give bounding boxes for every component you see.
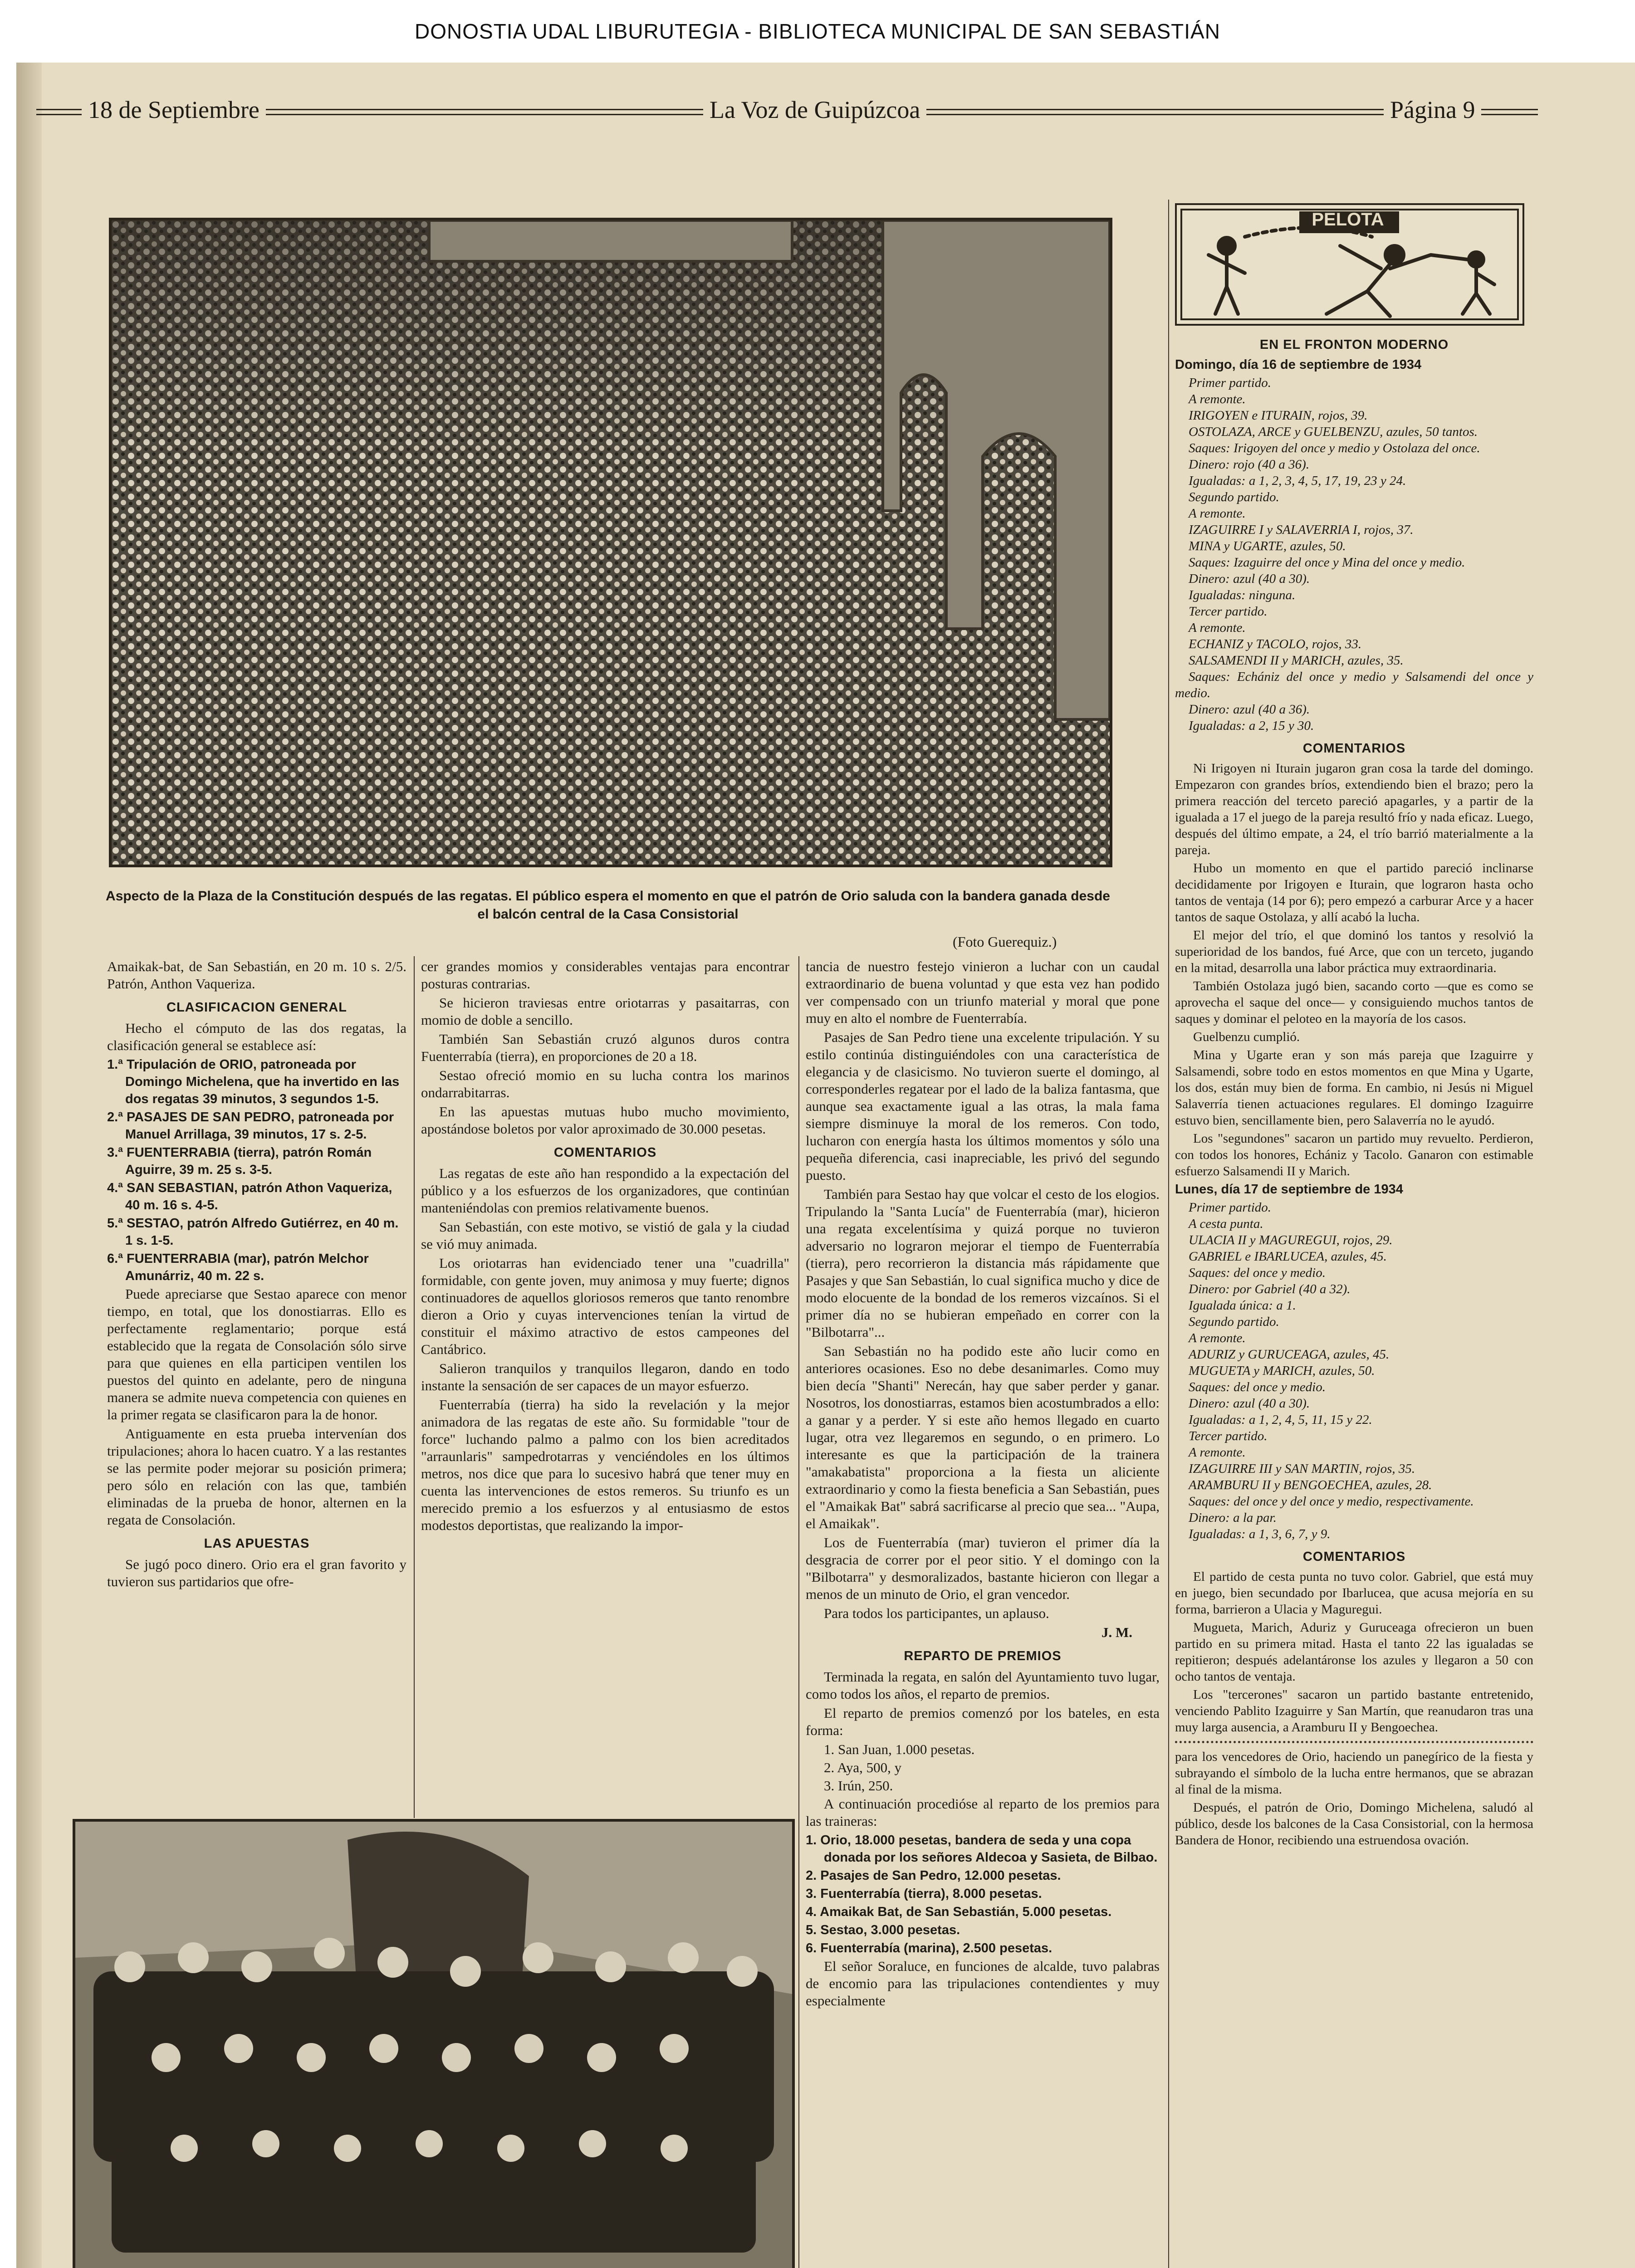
monday-line: Dinero: por Gabriel (40 a 32). xyxy=(1189,1282,1351,1296)
col3-paragraph: También para Sestao hay que volcar el cesto de los elogios. Tripulando la "Santa Lucía" de Fuenterrabía (mar), hicieron una regata excelentísima y quizá porque no tuvieron adversario no lograron mejorar el tiempo de Fuenterrabía (tierra), pero recorrieron la distancia más rápidamente que Pasajes y que San Sebastián, lo cual significa mucho y dice de modo elocuente de la bondad de los remeros vizcaínos. Si el primer día no se hubieran empeñado en correr con la "Bilbotarra"... xyxy=(806,1186,1160,1340)
trainera-prize: 1. Orio, 18.000 pesetas, bandera de seda y una copa donada por los señores Aldecoa y Sasieta, de Bilbao. xyxy=(806,1833,1158,1865)
monday-line: Saques: del once y del once y medio, respectivamente. xyxy=(1189,1494,1474,1509)
sunday-line: Igualadas: a 1, 2, 3, 4, 5, 17, 19, 23 y 24. xyxy=(1189,474,1406,488)
column-rule xyxy=(798,956,799,2268)
col2-heading: COMENTARIOS xyxy=(553,1145,657,1160)
rowers-photo xyxy=(73,1819,795,2268)
col4-date: Lunes, día 17 de septiembre de 1934 xyxy=(1175,1182,1403,1197)
column-4 xyxy=(1175,337,1533,2268)
top-photo-credit: (Foto Guerequiz.) xyxy=(953,934,1057,950)
col4-continuation: para los vencedores de Orio, haciendo un panegírico de la fiesta y subrayando el símbolo de la lucha entre hermanos, que se abrazan al final de la misma. xyxy=(1175,1750,1533,1797)
col4-paragraph: Los "terceronеs" sacaron un partido bastante entretenido, venciendo Pablito Izaguirre y San Martín, que reanudaron tras una muy larga ausencia, a Aramburu II y Bengoechea. xyxy=(1175,1687,1533,1735)
monday-line: Dinero: azul (40 a 30). xyxy=(1189,1396,1310,1411)
col4-paragraph: Mugueta, Marich, Aduriz y Guruceaga ofrecieron un buen partido en su primera mitad. Hasta el tanto 22 las igualadas se repitieron; después adelantáronse los azules y llegaron a 50 con ocho tantos de ventaja. xyxy=(1175,1620,1533,1684)
col3-paragraph: Para todos los participantes, un aplauso. xyxy=(824,1605,1049,1621)
column-rule xyxy=(414,956,415,1818)
sunday-line: Dinero: azul (40 a 36). xyxy=(1189,702,1310,717)
monday-line: Tercer partido. xyxy=(1189,1429,1268,1443)
sunday-line: MINA y UGARTE, azules, 50. xyxy=(1189,539,1346,553)
col3-heading: REPARTO DE PREMIOS xyxy=(904,1649,1062,1663)
col2-paragraph: En las apuestas mutuas hubo mucho movimiento, apostándose boletos por valor aproximado de 30.000 pesetas. xyxy=(421,1104,789,1137)
col3-paragraph: A continuación procedióse al reparto de los premios para las traineras: xyxy=(806,1796,1160,1829)
masthead-date: 18 de Septiembre xyxy=(82,96,266,123)
monday-line: A remonte. xyxy=(1189,1331,1246,1345)
archive-header: DONOSTIA UDAL LIBURUTEGIA - BIBLIOTECA MUNICIPAL DE SAN SEBASTIÁN xyxy=(0,0,1635,63)
masthead-title: La Voz de Guipúzcoa xyxy=(703,96,926,123)
batel-prize: 3. Irún, 250. xyxy=(824,1778,893,1794)
sunday-line: OSTOLAZA, ARCE y GUELBENZU, azules, 50 tantos. xyxy=(1189,425,1478,439)
col3-paragraph: El reparto de premios comenzó por los bateles, en esta forma: xyxy=(806,1705,1160,1738)
col1-lead: Hecho el cómputo de las dos regatas, la clasificación general se establece así: xyxy=(107,1020,406,1053)
col3-paragraph: San Sebastián no ha podido este año lucir como en anteriores ocasiones. Eso no debe desanimarles. Como muy bien decía "Shanti" Nerecán, hay que saber perder y ganar. Nosotros, los donostiarras, estamos bien acostumbrados a ello: a ganar y a perder. Y si este año hemos llegado en cuarto lugar, otra vez llegaremos en segundo, o en primero. Lo interesante es que la participación de la trainera "amakabatista" proporciona a la fiesta un aliciente extraordinario y como la fiesta beneficia a San Sebastián, pues el "Amaikak Bat" sabrá sacrificarse al precio que sea... "Aupa, el Amaikak". xyxy=(806,1343,1160,1531)
sunday-line: ECHANIZ y TACOLO, rojos, 33. xyxy=(1189,637,1362,651)
col3-paragraph: Pasajes de San Pedro tiene una excelente tripulación. Y su estilo continúa distinguiéndoles con una característica de elegancia y de clasicismo. No tuvieron suerte el domingo, al corresponderles regatear por el lado de la baliza fantasma, que aunque sea exactamente igual a las otras, la mala fama siempre disminuye la moral de los remeros. Con todo, lucharon con energía hasta los últimos momentos y sólo una pequeña diferencia, casi inapreciable, les privó del segundo puesto. xyxy=(806,1029,1160,1183)
col4-paragraph: También Ostolaza jugó bien, sacando corto —que es como se aprovecha el saque del once— y consiguiendo muchos tantos de saques y dominar el peloteo en la mayoría de los casos. xyxy=(1175,979,1533,1026)
top-photo-caption: Aspecto de la Plaza de la Constitución después de las regatas. El público espera el momento en que el patrón de Orio saluda con la bandera ganada desde el balcón central de la Casa Consistorial xyxy=(106,889,1110,922)
batel-prize: 2. Aya, 500, y xyxy=(824,1760,902,1775)
sunday-line: IZAGUIRRE I y SALAVERRIA I, rojos, 37. xyxy=(1189,523,1414,537)
col4-paragraph: Ni Irigoyen ni Iturain jugaron gran cosa la tarde del domingo. Empezaron con grandes bríos, extendiendo bien el brazo; pero la primera reacción del terceto pareció apagarles, y a partir de la igualada a 17 el juego de la pareja resultó frío y nada eficaz. Luego, después del último empate, a 24, el trío barrió materialmente a la pareja. xyxy=(1175,761,1533,857)
masthead xyxy=(36,96,1538,123)
col1-intro: Amaikak-bat, de San Sebastián, en 20 m. 10 s. 2/5. Patrón, Anthon Vaqueriza. xyxy=(107,958,406,992)
monday-line: Dinero: a la par. xyxy=(1189,1510,1277,1525)
monday-line: GABRIEL e IBARLUCEA, azules, 45. xyxy=(1189,1249,1387,1264)
col4-paragraph: Mina y Ugarte eran y son más pareja que Izaguirre y Salsamendi, sobre todo en estos momentos en que Mina y Ugarte, los dos, están muy bien de forma. En cambio, ni Jesús ni Miguel Salaverría tienen actuaciones regulares. El domingo Izaguirre estuvo bien, sencillamente bien, pero Salaverría no le ayudó. xyxy=(1175,1048,1533,1128)
monday-line: Igualada única: a 1. xyxy=(1189,1298,1296,1313)
col2-paragraph: También San Sebastián cruzó algunos duros contra Fuenterrabía (tierra), en proporciones de 20 a 18. xyxy=(421,1031,789,1064)
section-divider xyxy=(1175,1741,1533,1743)
sunday-line: Dinero: azul (40 a 30). xyxy=(1189,572,1310,586)
binding-gutter xyxy=(16,63,42,2268)
batel-prize: 1. San Juan, 1.000 pesetas. xyxy=(824,1741,975,1757)
crowd-photo-image xyxy=(112,220,1110,865)
col3-paragraph: Terminada la regata, en salón del Ayuntamiento tuvo lugar, como todos los años, el reparto de premios. xyxy=(806,1669,1160,1702)
col3-paragraph: El señor Soraluce, en funciones de alcalde, tuvo palabras de encomio para las tripulaciones contendientes y muy especialmente xyxy=(806,1958,1160,2009)
col4-heading: EN EL FRONTON MODERNO xyxy=(1259,337,1449,352)
plaza-crowd-photo xyxy=(109,218,1112,867)
sunday-line: Dinero: rojo (40 a 36). xyxy=(1189,457,1310,472)
col4-comments-heading: COMENTARIOS xyxy=(1302,741,1406,756)
classification-item: 5.ª SESTAO, patrón Alfredo Gutiérrez, en 40 m. 1 s. 1-5. xyxy=(107,1216,399,1248)
monday-line: IZAGUIRRE III y SAN MARTIN, rojos, 35. xyxy=(1189,1461,1415,1476)
col4-paragraph: Hubo un momento en que el partido pareció inclinarse decididamente por Irigoyen e Iturain, que lograron hasta ocho tantos de ventaja (14 por 6); pero empezó a carburar Arce y a hacer tantos de saque Ostolaza, y allí acabó la lucha. xyxy=(1175,861,1533,924)
sunday-line: SALSAMENDI II y MARICH, azules, 35. xyxy=(1189,653,1404,668)
classification-item: 4.ª SAN SEBASTIAN, patrón Athon Vaqueriza, 40 m. 16 s. 4-5. xyxy=(107,1181,392,1212)
sunday-line: A remonte. xyxy=(1189,621,1246,635)
monday-line: ULACIA II y MAGUREGUI, rojos, 29. xyxy=(1189,1233,1393,1247)
sunday-line: Segundo partido. xyxy=(1189,490,1279,504)
col4-comments-heading: COMENTARIOS xyxy=(1302,1549,1406,1564)
monday-line: Igualadas: a 1, 3, 6, 7, y 9. xyxy=(1189,1527,1331,1541)
col2-paragraph: Salieron tranquilos y tranquilos llegaron, dando en todo instante la sensación de ser capaces de un mayor esfuerzo. xyxy=(421,1360,789,1393)
col2-paragraph: Fuenterrabía (tierra) ha sido la revelación y la mejor animadora de las regatas de este año. Su formidable "tour de force" luchando palmo a palmo con los bien acreditados "arraunlaris" sampedrotarras y venciéndoles en los últimos metros, nos dice que para lo sucesivo habrá que tener muy en cuenta las intervenciones de estos remeros. Su triunfo es un merecido premio a los esfuerzos y al entusiasmo de estos modestos deportistas, que realizando la impor- xyxy=(421,1397,789,1533)
classification-item: 2.ª PASAJES DE SAN PEDRO, patroneada por Manuel Arrillaga, 39 minutos, 17 s. 2-5. xyxy=(107,1110,394,1142)
column-rule xyxy=(1168,200,1169,2268)
rowers-photo-image xyxy=(75,1822,792,2268)
col4-date: Domingo, día 16 de septiembre de 1934 xyxy=(1175,357,1422,372)
column-1 xyxy=(107,958,406,1820)
sunday-line: Saques: Izaguirre del once y Mina del once y medio. xyxy=(1189,555,1465,570)
col2-paragraph: San Sebastián, con este motivo, se vistió de gala y la ciudad se vió muy animada. xyxy=(421,1219,789,1252)
col4-paragraph: Guelbenzu cumplió. xyxy=(1193,1030,1300,1044)
classification-item: 1.ª Tripulación de ORIO, patroneada por Domingo Michelena, que ha invertido en las dos regatas 39 minutos, 3 segundos 1-5. xyxy=(107,1057,400,1106)
masthead-page: Página 9 xyxy=(1384,96,1481,123)
sunday-line: Saques: Echániz del once y medio y Salsamendi del once y medio. xyxy=(1175,670,1533,700)
col1-heading: CLASIFICACION GENERAL xyxy=(166,1000,347,1015)
col1-paragraph: Puede apreciarse que Sestao aparece con menor tiempo, en total, que los donostiarras. Ello es perfectamente reglamentario; porque está establecido que la regata de Consolación sólo sirve para que quienes en ella participen ventilen los puestos del quinto en adelante, pero de ninguna manera se admite nueva competencia con quienes en la primer regata se clasificaron para la de honor. xyxy=(107,1286,406,1422)
trainera-prize: 6. Fuenterrabía (marina), 2.500 pesetas. xyxy=(806,1941,1052,1955)
trainera-prize: 3. Fuenterrabía (tierra), 8.000 pesetas. xyxy=(806,1887,1042,1901)
monday-line: Segundo partido. xyxy=(1189,1315,1279,1329)
col2-paragraph: Los oriotarras han evidenciado tener una "cuadrilla" formidable, con gente joven, muy animosa y muy fuerte; dignos continuadores de aquellos gloriosos remeros que tanto renombre dieron a Orio y cuyas intervenciones tenían la virtud de constituir el máximo atractivo de estos campeones del Cantábrico. xyxy=(421,1255,789,1357)
column-3 xyxy=(806,958,1160,2268)
sunday-line: A remonte. xyxy=(1189,392,1246,406)
col3-paragraph: Los de Fuenterrabía (mar) tuvieron el primer día la desgracia de correr por el peor sitio. Y el domingo con la "Bilbotarra" y desmoralizados, bastante hicieron con llegar a menos de un minuto de Orio, el gran vencedor. xyxy=(806,1535,1160,1602)
monday-line: A remonte. xyxy=(1189,1445,1246,1460)
col4-paragraph: El partido de cesta punta no tuvo color. Gabriel, que está muy en juego, bien secundado por Ibarlucea, que acusa mejoría en su forma, barrieron a Ulacia y Maguregui. xyxy=(1175,1569,1533,1617)
monday-line: Saques: del once y medio. xyxy=(1189,1266,1326,1280)
classification-item: 6.ª FUENTERRABIA (mar), patrón Melchor Amunárriz, 40 m. 22 s. xyxy=(107,1251,369,1283)
col2-paragraph: cer grandes momios y considerables ventajas para encontrar posturas contrarias. xyxy=(421,958,789,992)
monday-line: MUGUETA y MARICH, azules, 50. xyxy=(1189,1364,1375,1378)
col4-paragraph: Los "segundones" sacaron un partido muy revuelto. Perdieron, con todos los honores, Echániz y Tacolo. Ganaron con estimable esfuerzo Salsamendi II y Marich. xyxy=(1175,1131,1533,1178)
trainera-prize: 2. Pasajes de San Pedro, 12.000 pesetas. xyxy=(806,1868,1061,1883)
sunday-line: Saques: Irigoyen del once y medio y Ostolaza del once. xyxy=(1189,441,1480,455)
classification-item: 3.ª FUENTERRABIA (tierra), patrón Román Aguirre, 39 m. 25 s. 3-5. xyxy=(107,1145,372,1177)
sunday-line: Igualadas: ninguna. xyxy=(1189,588,1296,602)
col2-paragraph: Se hicieron traviesas entre oriotarras y pasaitarras, con momio de doble a sencillo. xyxy=(421,995,789,1028)
col3-signature: J. M. xyxy=(1101,1624,1132,1640)
pelota-logo-text: PELOTA xyxy=(1312,210,1384,230)
monday-line: Saques: del once y medio. xyxy=(1189,1380,1326,1394)
sunday-line: Tercer partido. xyxy=(1189,604,1268,619)
trainera-prize: 4. Amaikak Bat, de San Sebastián, 5.000 pesetas. xyxy=(806,1905,1112,1919)
col1-paragraph: Se jugó poco dinero. Orio era el gran favorito y tuvieron sus partidarios que ofre- xyxy=(107,1556,406,1589)
monday-line: Primer partido. xyxy=(1189,1200,1272,1215)
column-2 xyxy=(421,958,789,1820)
col4-continuation: Después, el patrón de Orio, Domingo Michelena, saludó al público, desde los balcones de la Casa Consistorial, con la hermosa Bandera de Honor, recibiendo una estruendosa ovación. xyxy=(1175,1800,1533,1848)
sunday-line: Primer partido. xyxy=(1189,376,1272,390)
col2-paragraph: Sestao ofreció momio en su lucha contra los marinos ondarrabitarras. xyxy=(421,1067,789,1100)
trainera-prize: 5. Sestao, 3.000 pesetas. xyxy=(806,1923,960,1937)
col2-paragraph: Las regatas de este año han respondido a la expectación del público y a los esfuerzos de los organizadores, que continúan manteniéndolas con premios relativamente buenos. xyxy=(421,1165,789,1216)
sunday-line: A remonte. xyxy=(1189,506,1246,521)
sunday-line: IRIGOYEN e ITURAIN, rojos, 39. xyxy=(1189,408,1368,423)
monday-line: ARAMBURU II y BENGOECHEA, azules, 28. xyxy=(1189,1478,1432,1492)
sunday-line: Igualadas: a 2, 15 y 30. xyxy=(1189,719,1314,733)
col4-paragraph: El mejor del trío, el que dominó los tantos y resolvió la superioridad de los bandos, fué Arce, que con un terceto, jugando en la mitad, desarrolla una labor práctica muy extraordinaria. xyxy=(1175,928,1533,975)
col3-paragraph: tancia de nuestro festejo vinieron a luchar con un caudal extraordinario de buena voluntad y que esta vez han podido ver compensado con un triunfo material y moral que pone muy en alto el nombre de Fuenterrabía. xyxy=(806,958,1160,1026)
monday-line: Igualadas: a 1, 2, 4, 5, 11, 15 y 22. xyxy=(1189,1413,1372,1427)
monday-line: ADURIZ y GURUCEAGA, azules, 45. xyxy=(1189,1347,1390,1362)
col1-heading-apuestas: LAS APUESTAS xyxy=(204,1536,310,1551)
monday-line: A cesta punta. xyxy=(1189,1217,1263,1231)
col1-paragraph: Antiguamente en esta prueba intervenían dos tripulaciones; ahora lo hacen cuatro. Y a las restantes se las permite poder mejorar su posición primera; pero sólo en relación con las que, también eliminadas de la prueba de honor, alternen en la regata de Consolación. xyxy=(107,1426,406,1528)
